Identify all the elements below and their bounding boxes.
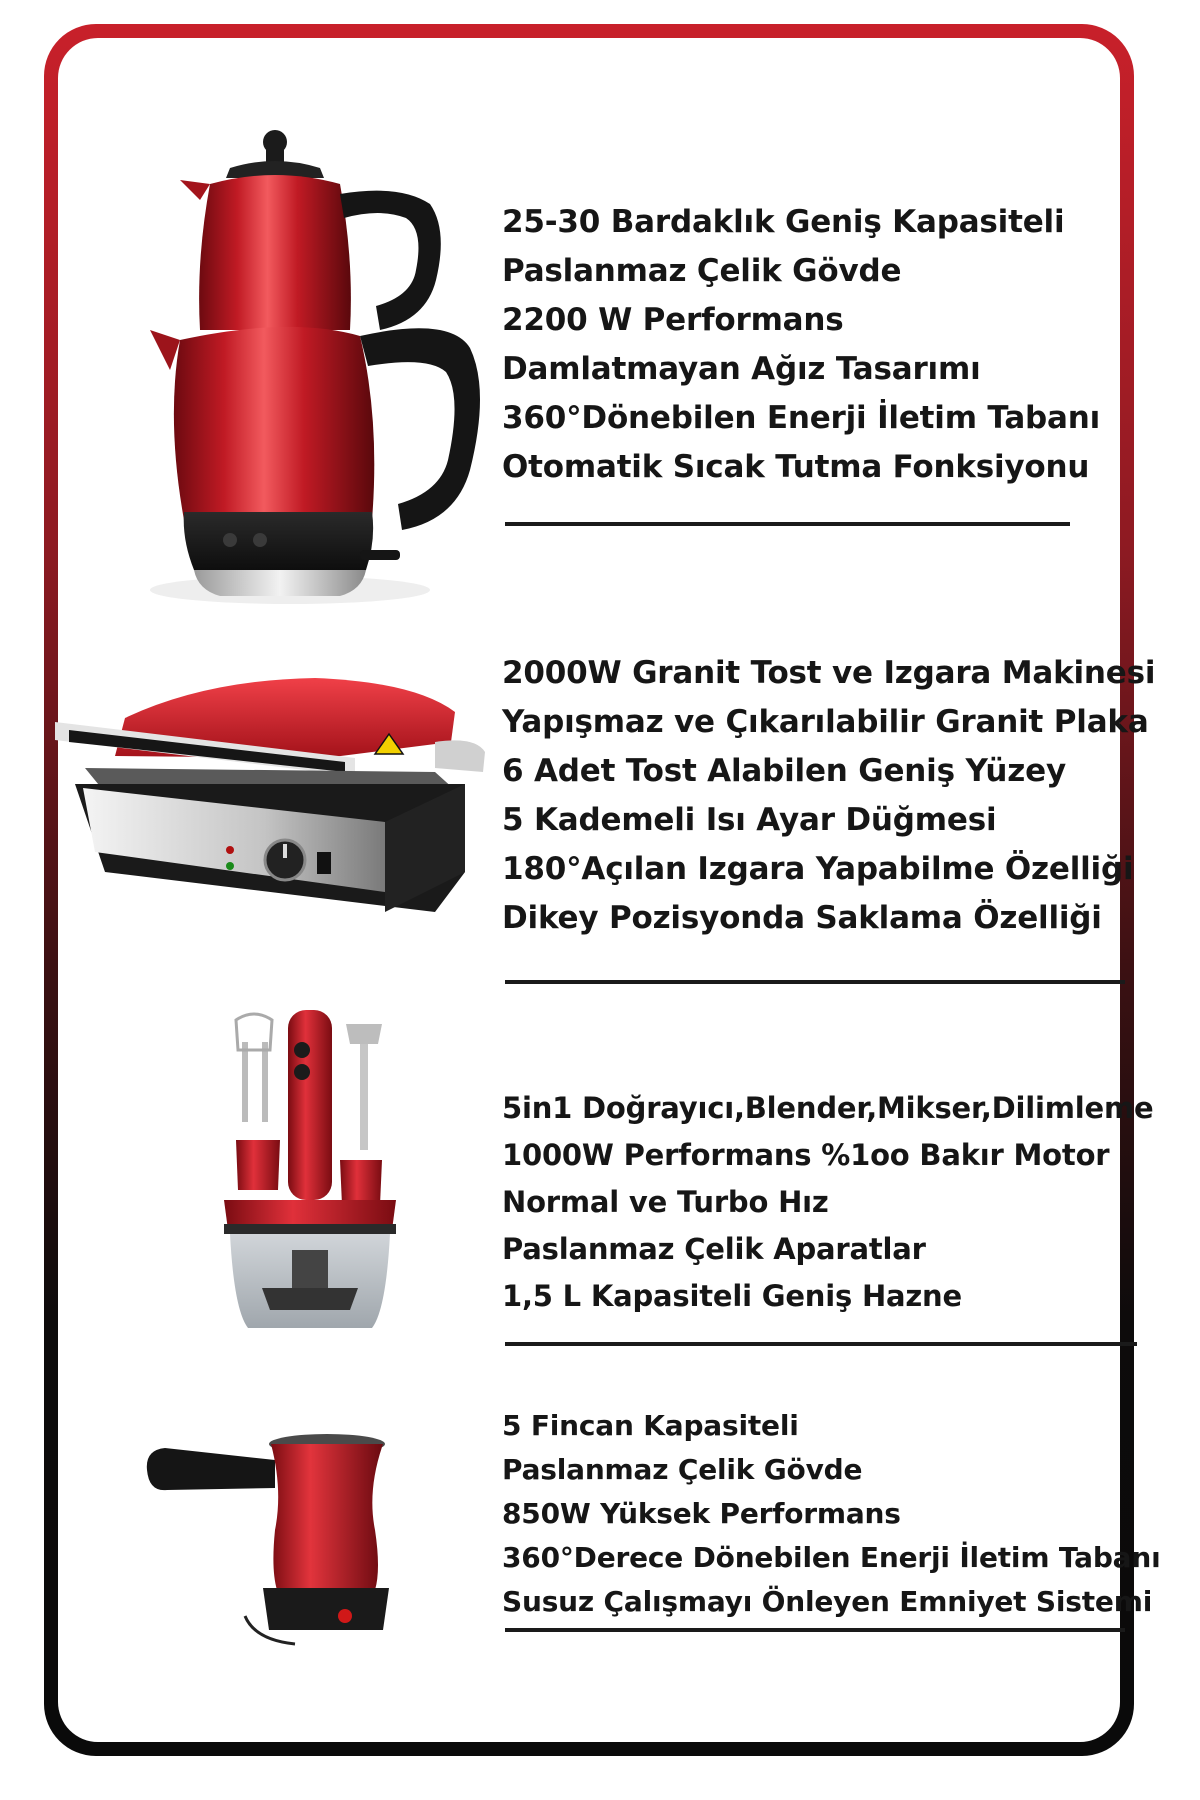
feature-line: 2000W Granit Tost ve Izgara Makinesi [502,655,1156,691]
feature-line: 2200 W Performans [502,302,844,338]
feature-line: 180°Açılan Izgara Yapabilme Özelliği [502,851,1134,887]
feature-line: Otomatik Sıcak Tutma Fonksiyonu [502,449,1090,485]
feature-line: Paslanmaz Çelik Gövde [502,253,902,289]
section-divider [505,1628,1125,1632]
feature-line: Susuz Çalışmayı Önleyen Emniyet Sistemi [502,1585,1153,1618]
coffee-pot-image [145,1430,390,1670]
grill-image [55,672,495,922]
kettle-image [140,120,485,610]
feature-line: Paslanmaz Çelik Gövde [502,1453,863,1486]
feature-line: Yapışmaz ve Çıkarılabilir Granit Plaka [502,704,1149,740]
feature-line: Normal ve Turbo Hız [502,1185,829,1219]
kettle-feature-list [502,198,1100,492]
feature-line: 5 Fincan Kapasiteli [502,1409,799,1442]
section-divider [505,522,1070,526]
feature-line: Damlatmayan Ağız Tasarımı [502,351,981,387]
feature-line: 6 Adet Tost Alabilen Geniş Yüzey [502,753,1066,789]
blender-set-image [222,1010,397,1350]
feature-line: 850W Yüksek Performans [502,1497,901,1530]
feature-line: 25-30 Bardaklık Geniş Kapasiteli [502,204,1065,240]
feature-line: 1000W Performans %1oo Bakır Motor [502,1138,1110,1172]
blender-feature-list [502,1085,1153,1320]
feature-line: Paslanmaz Çelik Aparatlar [502,1232,926,1266]
feature-line: 360°Derece Dönebilen Enerji İletim Tabanı [502,1541,1161,1574]
section-divider [505,1342,1137,1346]
feature-line: Dikey Pozisyonda Saklama Özelliği [502,900,1102,936]
feature-line: 1,5 L Kapasiteli Geniş Hazne [502,1279,962,1313]
coffee-pot-feature-list [502,1404,1161,1624]
section-divider [505,980,1125,984]
grill-feature-list [502,649,1155,943]
feature-line: 360°Dönebilen Enerji İletim Tabanı [502,400,1101,436]
feature-line: 5 Kademeli Isı Ayar Düğmesi [502,802,997,838]
feature-line: 5in1 Doğrayıcı,Blender,Mikser,Dilimleme [502,1091,1154,1125]
